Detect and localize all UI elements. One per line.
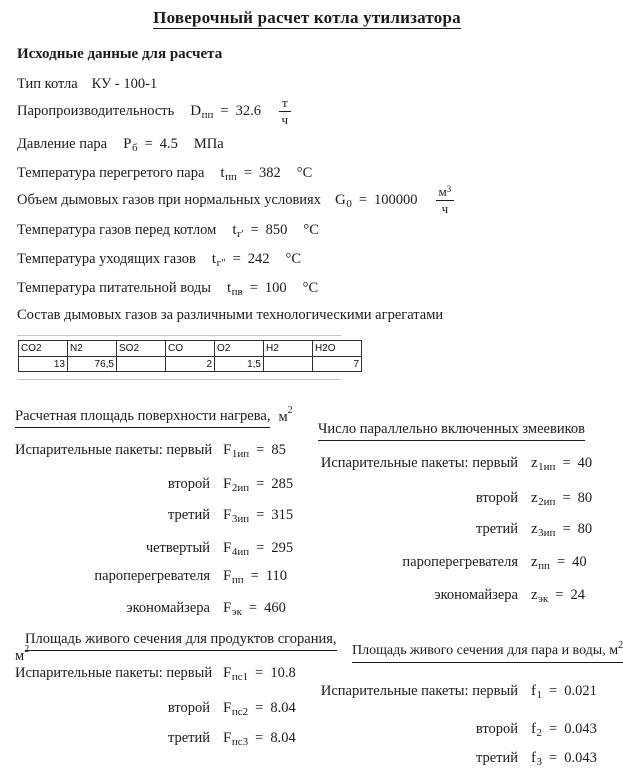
row-label: второй xyxy=(167,476,210,492)
row-label: экономайзера xyxy=(434,587,518,603)
calc-row xyxy=(318,585,585,605)
gas-table-value-cell[interactable]: 2 xyxy=(166,357,215,372)
math-region[interactable]: D пп = 32.6 xyxy=(190,103,261,122)
flue-section-heading-text: Площадь живого сечения для продуктов сгорания, xyxy=(25,629,337,651)
row-label: пароперегревателя xyxy=(402,554,518,570)
param-label: Давление пара xyxy=(17,136,108,152)
page-title xyxy=(0,8,614,28)
math-region[interactable]: t пп = 382 xyxy=(220,165,281,183)
calc-row xyxy=(15,598,286,618)
math-region[interactable]: F 4ип = 295 xyxy=(223,540,294,558)
math-region[interactable]: f 3 = 0.043 xyxy=(531,750,597,768)
page-title-text: Поверочный расчет котла утилизатора xyxy=(153,8,461,27)
gas-table-value-cell[interactable]: 13 xyxy=(19,357,68,372)
unit-label: МПа xyxy=(193,136,224,152)
math-region[interactable]: F пс1 = 10.8 xyxy=(223,665,296,683)
row-label: Испарительные пакеты: первый xyxy=(320,683,518,699)
gas-table-header-cell[interactable]: H2O xyxy=(313,341,362,357)
unit-superscript: 2 xyxy=(618,640,623,651)
heating-area-heading: Расчетная площадь поверхности нагрева, м 2 xyxy=(15,406,293,428)
math-region[interactable]: t пв = 100 xyxy=(226,280,287,298)
unit-label: °С xyxy=(296,165,313,181)
param-gas-temp-before-boiler xyxy=(17,220,319,240)
gas-table-value-cell[interactable] xyxy=(117,357,166,372)
param-label: Температура газов перед котлом xyxy=(17,222,217,238)
input-data-heading xyxy=(17,44,222,64)
math-region[interactable]: F пп = 110 xyxy=(223,568,288,586)
param-label: Температура перегретого пара xyxy=(17,165,205,181)
math-region[interactable]: f 1 = 0.021 xyxy=(531,683,597,701)
unit-label: °С xyxy=(303,222,319,238)
heating-area-heading-text: Расчетная площадь поверхности нагрева, xyxy=(15,406,270,428)
row-label: второй xyxy=(475,721,518,737)
calc-row xyxy=(15,663,296,683)
calc-row xyxy=(15,728,296,748)
calc-row xyxy=(318,453,592,473)
calc-row xyxy=(318,719,597,739)
param-label: Температура уходящих газов xyxy=(17,251,196,267)
math-region[interactable]: z 1ип = 40 xyxy=(531,455,593,473)
math-region[interactable]: F 1ип = 85 xyxy=(223,442,286,460)
row-label: третий xyxy=(475,750,518,766)
math-region[interactable]: F 3ип = 315 xyxy=(223,507,294,525)
table-value-row xyxy=(19,357,362,372)
unit-fraction: $\frac{т}{ч}$ xyxy=(279,96,291,126)
math-region[interactable]: f 2 = 0.043 xyxy=(531,721,597,739)
row-label: Испарительные пакеты: первый xyxy=(15,665,213,681)
flue-section-heading xyxy=(25,629,337,651)
math-region[interactable]: F эк = 460 xyxy=(223,600,286,618)
calc-row xyxy=(15,698,296,718)
grid-line-bottom xyxy=(17,379,341,380)
math-region[interactable]: t г' = 850 xyxy=(232,222,288,240)
param-exit-gas-temp xyxy=(17,249,301,269)
row-label: третий xyxy=(167,507,210,523)
math-region[interactable]: P б = 4.5 xyxy=(123,136,178,154)
param-label: Объем дымовых газов при нормальных условиях xyxy=(17,192,321,209)
gas-composition-heading-text: Состав дымовых газов за различными технологическими агрегатами xyxy=(17,307,444,323)
calc-row xyxy=(318,681,597,701)
gas-table-value-cell[interactable]: 76,5 xyxy=(68,357,117,372)
calc-row xyxy=(15,566,287,586)
math-region[interactable]: z пп = 40 xyxy=(531,554,587,572)
math-region[interactable]: z 2ип = 80 xyxy=(531,490,593,508)
calc-row xyxy=(15,440,286,460)
gas-table-header-cell[interactable]: O2 xyxy=(215,341,264,357)
param-superheated-steam-temp xyxy=(17,163,312,183)
row-label: экономайзера xyxy=(126,600,210,616)
input-data-heading-text: Исходные данные для расчета xyxy=(17,46,223,62)
param-feedwater-temp xyxy=(17,278,318,298)
table-header-row xyxy=(19,341,362,357)
gas-composition-heading xyxy=(17,305,443,325)
calc-row xyxy=(318,519,592,539)
boiler-type-line xyxy=(17,74,157,94)
steam-section-heading xyxy=(352,641,623,663)
param-label: Температура питательной воды xyxy=(17,280,211,296)
steam-section-heading-text: Площадь живого сечения для пара и воды, $м^2$ xyxy=(352,641,623,663)
calc-row xyxy=(15,505,293,525)
gas-table-header-cell[interactable]: CO2 xyxy=(19,341,68,357)
row-label: третий xyxy=(167,730,210,746)
row-label: второй xyxy=(475,490,518,506)
param-flue-gas-volume xyxy=(17,185,454,215)
calc-row xyxy=(318,748,597,768)
calc-row xyxy=(318,552,587,572)
unit-label: °С xyxy=(285,251,301,267)
row-label: четвертый xyxy=(145,540,210,556)
calc-row xyxy=(318,488,592,508)
gas-table-header-cell[interactable]: H2 xyxy=(264,341,313,357)
math-region[interactable]: G 0 = 100000 xyxy=(334,192,418,211)
unit-label: °С xyxy=(302,280,319,296)
boiler-type-label: Тип котла xyxy=(17,76,78,92)
unit-fraction: $\frac{м^3}{ч}$ xyxy=(436,185,455,215)
flue-section-unit: м 2 xyxy=(15,644,30,664)
gas-table-header-cell[interactable]: CO xyxy=(166,341,215,357)
math-region[interactable]: F пс3 = 8.04 xyxy=(223,730,296,748)
row-label: второй xyxy=(167,700,210,716)
math-region[interactable]: F 2ип = 285 xyxy=(223,476,294,494)
gas-table-value-cell[interactable]: 7 xyxy=(313,357,362,372)
boiler-type-value[interactable]: КУ - 100-1 xyxy=(91,76,158,92)
math-region[interactable]: t г" = 242 xyxy=(211,251,270,269)
param-steam-pressure xyxy=(17,134,224,154)
gas-composition-table xyxy=(18,340,362,372)
math-region[interactable]: z 3ип = 80 xyxy=(531,521,593,539)
gas-table-value-cell[interactable]: 1,5 xyxy=(215,357,264,372)
unit-label: м xyxy=(15,648,25,664)
row-label: Испарительные пакеты: первый xyxy=(320,455,518,471)
coils-heading-text: Число параллельно включенных змеевиков xyxy=(318,419,585,441)
gas-table-header-cell[interactable]: SO2 xyxy=(117,341,166,357)
math-region[interactable]: F пс2 = 8.04 xyxy=(223,700,296,718)
calc-row xyxy=(15,474,293,494)
gas-table-value-cell[interactable] xyxy=(264,357,313,372)
grid-line-top xyxy=(17,335,341,336)
row-label: третий xyxy=(475,521,518,537)
row-label: пароперегревателя xyxy=(94,568,210,584)
param-steam-capacity xyxy=(17,96,291,126)
unit-label: м xyxy=(278,409,288,425)
row-label: Испарительные пакеты: первый xyxy=(15,442,213,458)
param-label: Паропроизводительность xyxy=(17,103,175,120)
coils-heading xyxy=(318,419,585,441)
math-region[interactable]: z эк = 24 xyxy=(531,587,585,605)
calc-row xyxy=(15,538,293,558)
gas-table-header-cell[interactable]: N2 xyxy=(68,341,117,357)
